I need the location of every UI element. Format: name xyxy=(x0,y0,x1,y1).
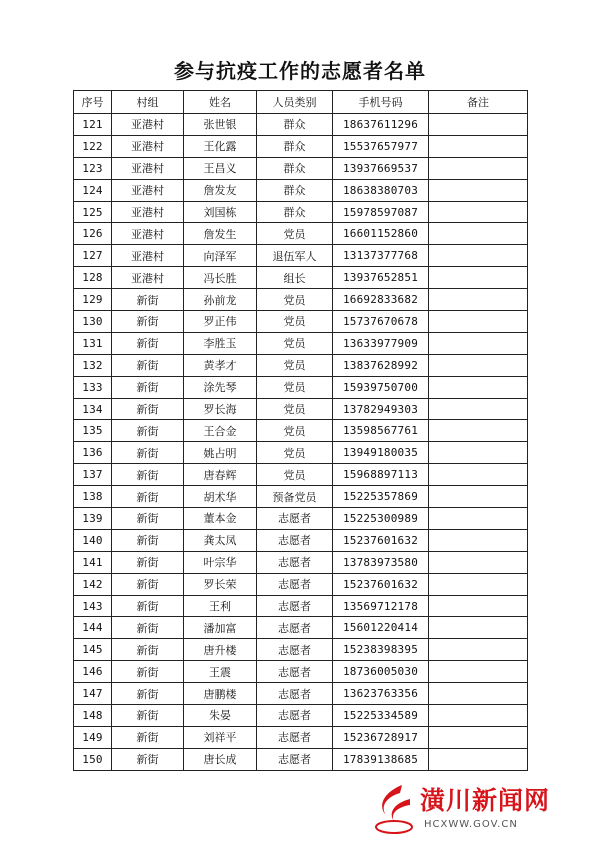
row-number-cell: 149 xyxy=(74,726,112,748)
village-cell: 新街 xyxy=(112,661,184,683)
person-name-cell: 董本金 xyxy=(184,508,257,530)
row-number-cell: 125 xyxy=(74,201,112,223)
person-name-cell: 唐春辉 xyxy=(184,464,257,486)
village-cell: 新街 xyxy=(112,376,184,398)
table-row xyxy=(74,114,528,136)
remarks-cell xyxy=(429,705,528,727)
row-number-cell: 138 xyxy=(74,486,112,508)
remarks-cell xyxy=(429,135,528,157)
person-name-cell: 黄孝才 xyxy=(184,354,257,376)
person-name-cell: 叶宗华 xyxy=(184,551,257,573)
phone-number-cell: 15236728917 xyxy=(333,726,429,748)
person-category-cell: 组长 xyxy=(257,267,333,289)
table-header xyxy=(74,91,528,114)
remarks-cell xyxy=(429,398,528,420)
village-cell: 亚港村 xyxy=(112,201,184,223)
village-cell: 新街 xyxy=(112,683,184,705)
person-name-cell: 冯长胜 xyxy=(184,267,257,289)
remarks-cell xyxy=(429,661,528,683)
remarks-cell xyxy=(429,617,528,639)
table-row xyxy=(74,179,528,201)
phone-number-cell: 15237601632 xyxy=(333,529,429,551)
remarks-cell xyxy=(429,289,528,311)
village-cell: 新街 xyxy=(112,354,184,376)
person-name-cell: 王昌义 xyxy=(184,157,257,179)
village-cell: 新街 xyxy=(112,595,184,617)
village-cell: 新街 xyxy=(112,529,184,551)
person-category-cell: 预备党员 xyxy=(257,486,333,508)
person-name-cell: 刘祥平 xyxy=(184,726,257,748)
person-name-cell: 王合金 xyxy=(184,420,257,442)
row-number-cell: 132 xyxy=(74,354,112,376)
table-row xyxy=(74,683,528,705)
person-name-cell: 罗正伟 xyxy=(184,311,257,333)
village-cell: 亚港村 xyxy=(112,179,184,201)
table-body xyxy=(74,114,528,771)
row-number-cell: 147 xyxy=(74,683,112,705)
column-header: 备注 xyxy=(429,91,528,114)
phone-number-cell: 13137377768 xyxy=(333,245,429,267)
row-number-cell: 131 xyxy=(74,332,112,354)
phone-number-cell: 16601152860 xyxy=(333,223,429,245)
phone-number-cell: 13633977909 xyxy=(333,332,429,354)
row-number-cell: 139 xyxy=(74,508,112,530)
table-row xyxy=(74,464,528,486)
person-name-cell: 王震 xyxy=(184,661,257,683)
village-cell: 亚港村 xyxy=(112,267,184,289)
phone-number-cell: 15968897113 xyxy=(333,464,429,486)
person-category-cell: 志愿者 xyxy=(257,595,333,617)
phone-number-cell: 15601220414 xyxy=(333,617,429,639)
table-row xyxy=(74,289,528,311)
row-number-cell: 144 xyxy=(74,617,112,639)
site-logo xyxy=(372,781,572,841)
table-row xyxy=(74,311,528,333)
village-cell: 新街 xyxy=(112,289,184,311)
phone-number-cell: 13569712178 xyxy=(333,595,429,617)
remarks-cell xyxy=(429,529,528,551)
person-category-cell: 退伍军人 xyxy=(257,245,333,267)
table-row xyxy=(74,201,528,223)
remarks-cell xyxy=(429,223,528,245)
person-category-cell: 志愿者 xyxy=(257,617,333,639)
phone-number-cell: 18637611296 xyxy=(333,114,429,136)
person-name-cell: 王化露 xyxy=(184,135,257,157)
village-cell: 新街 xyxy=(112,705,184,727)
phone-number-cell: 13623763356 xyxy=(333,683,429,705)
village-cell: 新街 xyxy=(112,748,184,770)
person-category-cell: 群众 xyxy=(257,201,333,223)
row-number-cell: 133 xyxy=(74,376,112,398)
person-category-cell: 志愿者 xyxy=(257,529,333,551)
row-number-cell: 145 xyxy=(74,639,112,661)
person-name-cell: 罗长荣 xyxy=(184,573,257,595)
person-name-cell: 朱晏 xyxy=(184,705,257,727)
phone-number-cell: 15225334589 xyxy=(333,705,429,727)
person-name-cell: 姚占明 xyxy=(184,442,257,464)
person-category-cell: 志愿者 xyxy=(257,661,333,683)
row-number-cell: 136 xyxy=(74,442,112,464)
person-category-cell: 党员 xyxy=(257,376,333,398)
remarks-cell xyxy=(429,311,528,333)
table-row xyxy=(74,442,528,464)
table-row xyxy=(74,223,528,245)
person-category-cell: 志愿者 xyxy=(257,639,333,661)
remarks-cell xyxy=(429,508,528,530)
remarks-cell xyxy=(429,551,528,573)
remarks-cell xyxy=(429,573,528,595)
document-title: 参与抗疫工作的志愿者名单 xyxy=(174,59,426,83)
village-cell: 新街 xyxy=(112,726,184,748)
person-category-cell: 群众 xyxy=(257,179,333,201)
phone-number-cell: 15225357869 xyxy=(333,486,429,508)
person-name-cell: 向泽军 xyxy=(184,245,257,267)
village-cell: 新街 xyxy=(112,420,184,442)
column-header: 姓名 xyxy=(184,91,257,114)
column-header: 村组 xyxy=(112,91,184,114)
row-number-cell: 141 xyxy=(74,551,112,573)
row-number-cell: 129 xyxy=(74,289,112,311)
person-category-cell: 志愿者 xyxy=(257,748,333,770)
row-number-cell: 126 xyxy=(74,223,112,245)
phone-number-cell: 13937669537 xyxy=(333,157,429,179)
remarks-cell xyxy=(429,486,528,508)
row-number-cell: 140 xyxy=(74,529,112,551)
person-name-cell: 胡术华 xyxy=(184,486,257,508)
phone-number-cell: 13598567761 xyxy=(333,420,429,442)
remarks-cell xyxy=(429,157,528,179)
phone-number-cell: 15537657977 xyxy=(333,135,429,157)
remarks-cell xyxy=(429,420,528,442)
person-category-cell: 党员 xyxy=(257,398,333,420)
person-name-cell: 詹发生 xyxy=(184,223,257,245)
person-category-cell: 志愿者 xyxy=(257,573,333,595)
remarks-cell xyxy=(429,639,528,661)
table-row xyxy=(74,508,528,530)
village-cell: 亚港村 xyxy=(112,157,184,179)
row-number-cell: 121 xyxy=(74,114,112,136)
remarks-cell xyxy=(429,464,528,486)
column-header: 序号 xyxy=(74,91,112,114)
person-category-cell: 党员 xyxy=(257,332,333,354)
remarks-cell xyxy=(429,201,528,223)
phone-number-cell: 18736005030 xyxy=(333,661,429,683)
volunteer-table xyxy=(73,90,528,771)
person-name-cell: 潘加富 xyxy=(184,617,257,639)
person-category-cell: 志愿者 xyxy=(257,683,333,705)
person-category-cell: 党员 xyxy=(257,464,333,486)
remarks-cell xyxy=(429,683,528,705)
person-category-cell: 群众 xyxy=(257,135,333,157)
village-cell: 新街 xyxy=(112,442,184,464)
table-row xyxy=(74,705,528,727)
person-name-cell: 刘国栋 xyxy=(184,201,257,223)
remarks-cell xyxy=(429,114,528,136)
person-category-cell: 志愿者 xyxy=(257,726,333,748)
phone-number-cell: 15237601632 xyxy=(333,573,429,595)
table-row xyxy=(74,332,528,354)
person-name-cell: 孙前龙 xyxy=(184,289,257,311)
person-name-cell: 王利 xyxy=(184,595,257,617)
table-row xyxy=(74,595,528,617)
row-number-cell: 128 xyxy=(74,267,112,289)
table-row xyxy=(74,661,528,683)
village-cell: 新街 xyxy=(112,486,184,508)
row-number-cell: 143 xyxy=(74,595,112,617)
table-row xyxy=(74,639,528,661)
phone-number-cell: 15939750700 xyxy=(333,376,429,398)
remarks-cell xyxy=(429,376,528,398)
row-number-cell: 134 xyxy=(74,398,112,420)
row-number-cell: 142 xyxy=(74,573,112,595)
phone-number-cell: 15978597087 xyxy=(333,201,429,223)
person-name-cell: 唐鹏楼 xyxy=(184,683,257,705)
person-category-cell: 志愿者 xyxy=(257,551,333,573)
village-cell: 新街 xyxy=(112,639,184,661)
row-number-cell: 135 xyxy=(74,420,112,442)
village-cell: 亚港村 xyxy=(112,245,184,267)
village-cell: 新街 xyxy=(112,398,184,420)
remarks-cell xyxy=(429,267,528,289)
person-name-cell: 詹发友 xyxy=(184,179,257,201)
person-category-cell: 党员 xyxy=(257,223,333,245)
table-row xyxy=(74,398,528,420)
person-name-cell: 唐长成 xyxy=(184,748,257,770)
header-row xyxy=(74,91,528,114)
table-row xyxy=(74,726,528,748)
table-row xyxy=(74,529,528,551)
row-number-cell: 123 xyxy=(74,157,112,179)
person-category-cell: 党员 xyxy=(257,311,333,333)
remarks-cell xyxy=(429,245,528,267)
phone-number-cell: 13937652851 xyxy=(333,267,429,289)
row-number-cell: 148 xyxy=(74,705,112,727)
remarks-cell xyxy=(429,748,528,770)
row-number-cell: 130 xyxy=(74,311,112,333)
village-cell: 亚港村 xyxy=(112,135,184,157)
village-cell: 亚港村 xyxy=(112,114,184,136)
person-category-cell: 志愿者 xyxy=(257,508,333,530)
column-header: 人员类别 xyxy=(257,91,333,114)
table-row xyxy=(74,420,528,442)
phone-number-cell: 13949180035 xyxy=(333,442,429,464)
person-name-cell: 唐升楼 xyxy=(184,639,257,661)
village-cell: 新街 xyxy=(112,508,184,530)
person-name-cell: 龚太凤 xyxy=(184,529,257,551)
table-row xyxy=(74,135,528,157)
row-number-cell: 150 xyxy=(74,748,112,770)
person-category-cell: 群众 xyxy=(257,114,333,136)
remarks-cell xyxy=(429,332,528,354)
person-category-cell: 党员 xyxy=(257,442,333,464)
row-number-cell: 124 xyxy=(74,179,112,201)
person-name-cell: 涂先琴 xyxy=(184,376,257,398)
table-row xyxy=(74,573,528,595)
table-row xyxy=(74,617,528,639)
phone-number-cell: 13837628992 xyxy=(333,354,429,376)
person-name-cell: 张世银 xyxy=(184,114,257,136)
phone-number-cell: 13783973580 xyxy=(333,551,429,573)
remarks-cell xyxy=(429,354,528,376)
person-category-cell: 群众 xyxy=(257,157,333,179)
village-cell: 新街 xyxy=(112,617,184,639)
row-number-cell: 137 xyxy=(74,464,112,486)
phone-number-cell: 15238398395 xyxy=(333,639,429,661)
village-cell: 新街 xyxy=(112,311,184,333)
person-category-cell: 党员 xyxy=(257,289,333,311)
person-name-cell: 罗长海 xyxy=(184,398,257,420)
table-row xyxy=(74,245,528,267)
row-number-cell: 122 xyxy=(74,135,112,157)
table-row xyxy=(74,157,528,179)
person-category-cell: 志愿者 xyxy=(257,705,333,727)
phone-number-cell: 15737670678 xyxy=(333,311,429,333)
village-cell: 新街 xyxy=(112,573,184,595)
remarks-cell xyxy=(429,179,528,201)
person-name-cell: 李胜玉 xyxy=(184,332,257,354)
remarks-cell xyxy=(429,595,528,617)
phone-number-cell: 16692833682 xyxy=(333,289,429,311)
table-row xyxy=(74,551,528,573)
phone-number-cell: 17839138685 xyxy=(333,748,429,770)
village-cell: 新街 xyxy=(112,464,184,486)
table-row xyxy=(74,267,528,289)
logo-domain: HCXWW.GOV.CN xyxy=(424,819,518,830)
table-row xyxy=(74,486,528,508)
row-number-cell: 127 xyxy=(74,245,112,267)
row-number-cell: 146 xyxy=(74,661,112,683)
remarks-cell xyxy=(429,726,528,748)
phone-number-cell: 18638380703 xyxy=(333,179,429,201)
person-category-cell: 党员 xyxy=(257,420,333,442)
table-row xyxy=(74,376,528,398)
village-cell: 新街 xyxy=(112,551,184,573)
phone-number-cell: 15225300989 xyxy=(333,508,429,530)
flame-logo-icon xyxy=(372,781,418,837)
village-cell: 亚港村 xyxy=(112,223,184,245)
table-row xyxy=(74,354,528,376)
column-header: 手机号码 xyxy=(333,91,429,114)
phone-number-cell: 13782949303 xyxy=(333,398,429,420)
person-category-cell: 党员 xyxy=(257,354,333,376)
logo-site-name: 潢川新闻网 xyxy=(420,786,551,815)
remarks-cell xyxy=(429,442,528,464)
table-row xyxy=(74,748,528,770)
village-cell: 新街 xyxy=(112,332,184,354)
